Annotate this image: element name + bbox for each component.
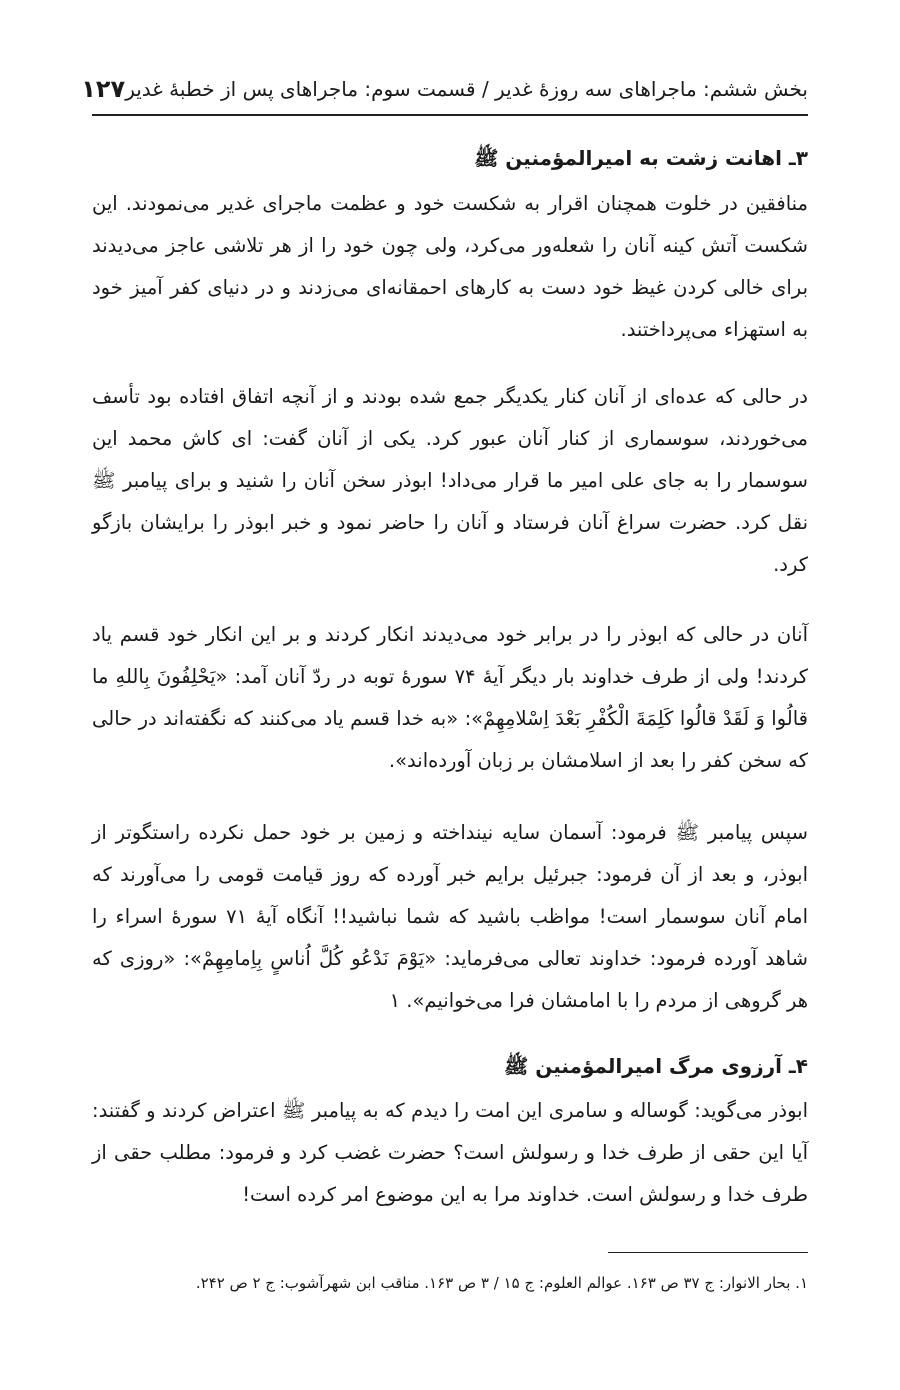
paragraph-3: آنان در حالی که ابوذر را در برابر خود می‌دیدند انکار کردند و بر این انکار خود قسم یاد کردند! ولی از طرف خداوند بار دیگر آیهٔ ۷۴ سورهٔ توبه در ردّ آنان آمد: «یَحْلِفُونَ بِاللهِ ما قالُوا وَ لَقَدْ قالُوا کَلِمَةَ الْکُفْرِ بَعْدَ اِسْلامِهِمْ»: «به خدا قسم یاد می‌کنند که نگفته‌اند در حالی که سخن کفر را بعد از اسلامشان بر زبان آورده‌اند». bbox=[92, 623, 808, 772]
book-page bbox=[81, 0, 808, 1390]
header-rule bbox=[92, 114, 808, 116]
header-title: بخش ششم: ماجراهای سه روزهٔ غدیر / قسمت سوم: ماجراهای پس از خطبهٔ غدیر bbox=[125, 77, 808, 101]
running-header bbox=[81, 70, 808, 108]
paragraph-4: سپس پیامبر ﷺ فرمود: آسمان سایه نینداخته و زمین بر خود حمل نکرده راستگوتر از ابوذر، و بعد از آن فرمود: جبرئیل برایم خبر آورده که روز قیامت قومی را می‌آورند که امام آنان سوسمار است! مواظب باشید که شما نباشید!! آنگاه آیهٔ ۷۱ سورهٔ اسراء را شاهد آورده فرمود: خداوند تعالی می‌فرماید: «یَوْمَ نَدْعُو کُلَّ اُناسٍ بِاِمامِهِمْ»: «روزی که هر گروهی از مردم را با امامشان فرا می‌خوانیم». ۱ bbox=[92, 821, 808, 1012]
paragraph-1: منافقین در خلوت همچنان اقرار به شکست خود و عظمت ماجرای غدیر می‌نمودند. این شکست آتش کینه آنان را شعله‌ور می‌کرد، ولی چون خود را از هر تلاشی عاجز می‌دیدند برای خالی کردن غیظ خود دست به کارهای احمقانه‌ای می‌زدند و در دنیای کفر آمیز خود به استهزاء می‌پرداختند. bbox=[92, 192, 808, 341]
paragraph-5: ابوذر می‌گوید: گوساله و سامری این امت را دیدم که به پیامبر ﷺ اعتراض کردند و گفتند: آیا این حقی از طرف خدا و رسولش است؟ حضرت غضب کرد و فرمود: مطلب حقی از طرف خدا و رسولش است. خداوند مرا به این موضوع امر کرده است! bbox=[92, 1099, 808, 1206]
footnote-rule bbox=[608, 1252, 808, 1253]
section-heading-4: ۴ـ آرزوی مرگ امیرالمؤمنین ﷺ bbox=[504, 1054, 808, 1078]
section-heading-3: ۳ـ اهانت زشت به امیرالمؤمنین ﷺ bbox=[474, 146, 808, 170]
paragraph-2: در حالی که عده‌ای از آنان کنار یکدیگر جمع شده بودند و از آنچه اتفاق افتاده بود تأسف می‌خوردند، سوسماری از کنار آنان عبور کرد. یکی از آنان گفت: ای کاش محمد این سوسمار را به جای علی امیر ما قرار می‌داد! ابوذر سخن آنان را شنید و برای پیامبر ﷺ نقل کرد. حضرت سراغ آنان فرستاد و آنان را حاضر نمود و خبر ابوذر را برایشان بازگو کرد. bbox=[92, 385, 808, 576]
footnote: ۱. بحار الانوار: ج ۳۷ ص ۱۶۳. عوالم العلوم: ج ۱۵ / ۳ ص ۱۶۳. مناقب ابن شهرآشوب: ج ۲ ص ۲۴۲. bbox=[195, 1274, 808, 1292]
page-number: ۱۲۷ bbox=[81, 75, 126, 103]
